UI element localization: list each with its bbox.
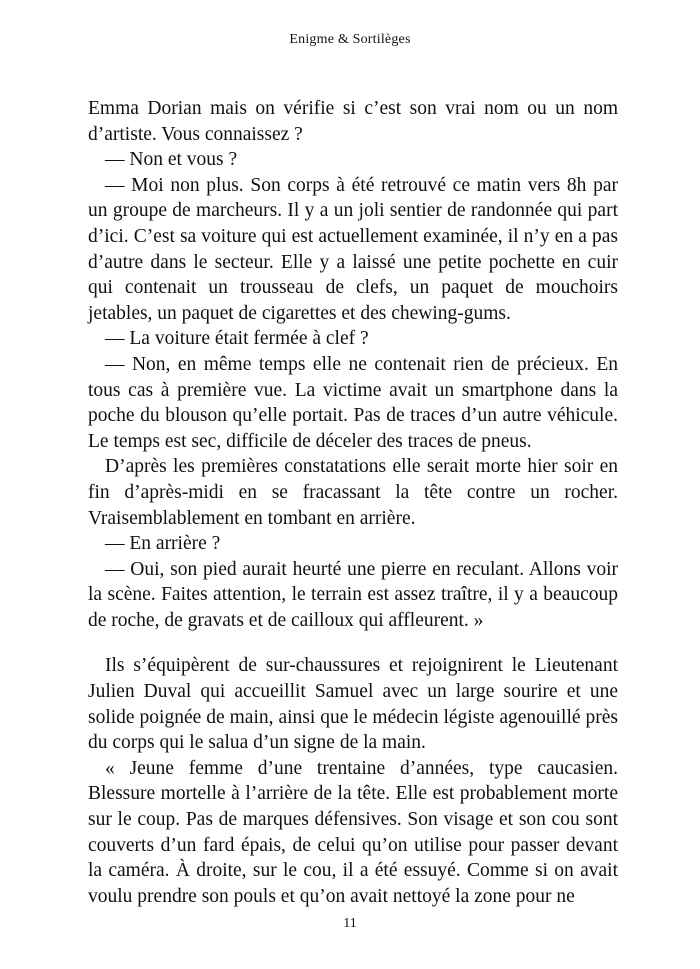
paragraph: — Non, en même temps elle ne contenait rien de précieux. En tous cas à première vue. La victime avait un smartphone dans la poche du blouson qu’elle portait. Pas de traces d’un autre véhicule. Le temps est sec, difficile de déceler des traces de pneus. — [88, 353, 618, 452]
paragraph: — Non et vous ? — [105, 149, 238, 171]
page-body — [88, 96, 618, 909]
paragraph: — La voiture était fermée à clef ? — [105, 328, 369, 350]
paragraph: — En arrière ? — [105, 533, 221, 555]
paragraph: — Moi non plus. Son corps à été retrouvé ce matin vers 8h par un groupe de marcheurs. Il y a un joli sentier de randonnée qui part d’ici. C’est sa voiture qui est actuellement examinée, il n’y en a pas d’autre dans le secteur. Elle y a laissé une petite pochette en cuir qui contenait un trousseau de clefs, un paquet de mouchoirs jetables, un paquet de cigarettes et des chewing-gums. — [88, 174, 618, 324]
page-number: 11 — [343, 916, 357, 931]
paragraph: D’après les premières constatations elle serait morte hier soir en fin d’après-midi en se fracassant la tête contre un rocher. Vraisemblablement en tombant en arrière. — [88, 456, 618, 529]
paragraph: « Jeune femme d’une trentaine d’années, type caucasien. Blessure mortelle à l’arrière de la tête. Elle est probablement morte sur le coup. Pas de marques défensives. Son visage et son cou sont couverts d’un fard épais, de celui qu’on utilise pour passer devant la caméra. À droite, sur le cou, il a été essuyé. Comme si on avait voulu prendre son pouls et qu’on avait nettoyé la zone pour ne — [88, 757, 618, 907]
paragraph: Emma Dorian mais on vérifie si c’est son vrai nom ou un nom d’artiste. Vous connaissez ? — [88, 98, 618, 145]
paragraph: — Oui, son pied aurait heurté une pierre en reculant. Allons voir la scène. Faites attention, le terrain est assez traître, il y a beaucoup de roche, de gravats et de cailloux qui affleurent. » — [88, 558, 618, 631]
paragraph: Ils s’équipèrent de sur-chaussures et rejoignirent le Lieutenant Julien Duval qui accueillit Samuel avec un large sourire et une solide poignée de main, ainsi que le médecin légiste agenouillé près du corps qui le salua d’un signe de la main. — [88, 655, 618, 754]
running-header: Enigme & Sortilèges — [289, 32, 411, 47]
